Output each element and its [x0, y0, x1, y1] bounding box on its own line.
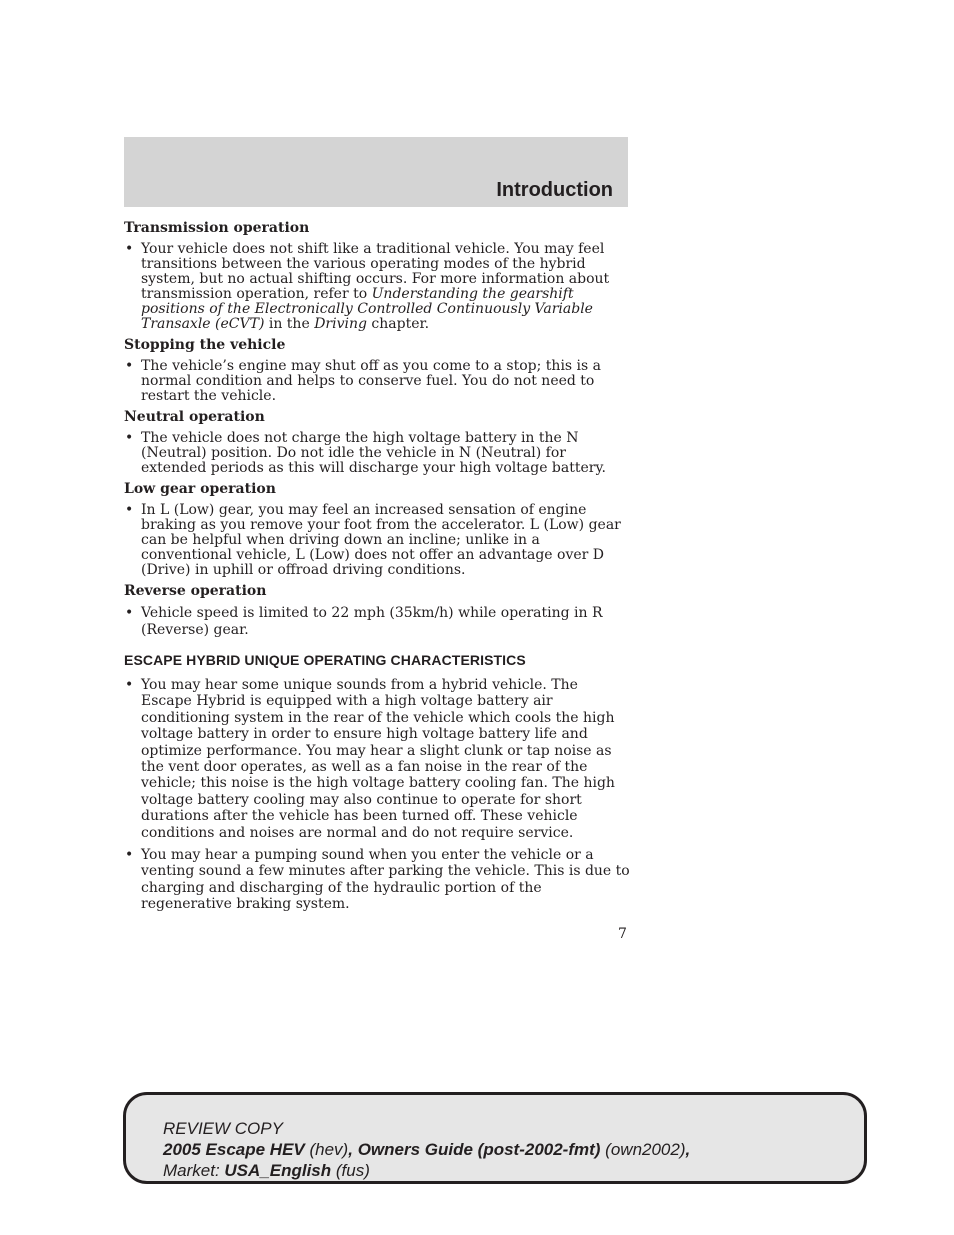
- reverse-text: Vehicle speed is limited to 22 mph (35km/h) while operating in R (Reverse) gear.: [141, 605, 603, 638]
- market-label: Market:: [163, 1161, 225, 1180]
- list-item: [124, 677, 630, 841]
- escape-hybrid-text-1: You may hear some unique sounds from a hybrid vehicle. The Escape Hybrid is equipped with a high voltage battery air conditioning system in the rear of the vehicle which cools the high voltage battery in order to ensure high voltage battery life and optimize performance. You may hear a slight clunk or tap noise as the vent door operates, as well as a fan noise in the rear of the vehicle; this noise is the high voltage battery cooling fan. The high voltage battery cooling may also continue to operate for short durations after the vehicle has been turned off. These vehicle conditions and noises are normal and do not require service.: [141, 677, 615, 841]
- transmission-text-1: Your vehicle does not shift like a traditional vehicle. You may feel transitions between the various operating modes of the hybrid system, but no actual shifting occurs. For more information about transmission operation, refer to: [141, 241, 610, 302]
- chapter-header-band: [124, 137, 628, 207]
- market-code: (fus): [331, 1161, 370, 1180]
- driving-chapter-reference: Driving: [314, 316, 367, 332]
- stopping-list: [124, 359, 630, 404]
- separator: ,: [348, 1140, 358, 1159]
- review-copy-label: REVIEW COPY: [163, 1119, 283, 1138]
- market-name: USA_English: [224, 1161, 332, 1180]
- transmission-text-2: in the: [264, 316, 315, 332]
- review-copy-text: [163, 1118, 690, 1181]
- neutral-list: [124, 431, 630, 476]
- review-copy-box: [123, 1092, 867, 1184]
- bullet-icon: •: [125, 358, 134, 374]
- transmission-text-3: chapter.: [366, 316, 430, 332]
- section-heading-neutral: Neutral operation: [124, 409, 265, 425]
- section-heading-escape-hybrid: ESCAPE HYBRID UNIQUE OPERATING CHARACTERISTICS: [124, 652, 526, 668]
- bullet-icon: •: [125, 430, 134, 446]
- section-heading-low-gear: Low gear operation: [124, 481, 276, 497]
- bullet-icon: •: [125, 605, 134, 621]
- bullet-icon: •: [125, 847, 134, 864]
- escape-hybrid-text-2: You may hear a pumping sound when you enter the vehicle or a venting sound a few minutes after parking the vehicle. This is due to charging and discharging of the hydraulic portion of the regenerative braking system.: [141, 847, 630, 913]
- chapter-title: Introduction: [496, 179, 613, 201]
- list-item: [124, 847, 630, 913]
- model-code: (hev): [304, 1140, 349, 1159]
- section-heading-transmission: Transmission operation: [124, 220, 310, 236]
- separator: ,: [685, 1140, 691, 1159]
- review-copy-market-line: [163, 1160, 690, 1181]
- list-item: [124, 605, 630, 639]
- stopping-text: The vehicle’s engine may shut off as you come to a stop; this is a normal condition and helps to conserve fuel. You do not need to restart the vehicle.: [141, 358, 602, 404]
- bullet-icon: •: [125, 677, 134, 693]
- reverse-list: [124, 605, 630, 639]
- section-heading-reverse: Reverse operation: [124, 583, 267, 599]
- page-number: 7: [618, 926, 627, 942]
- list-item: [124, 242, 630, 332]
- page-content: [124, 221, 630, 919]
- guide-name: Owners Guide (post-2002-fmt): [357, 1140, 601, 1159]
- model-name: 2005 Escape HEV: [163, 1140, 305, 1159]
- guide-code: (own2002): [600, 1140, 686, 1159]
- bullet-icon: •: [125, 502, 134, 518]
- transmission-list: [124, 242, 630, 332]
- low-gear-list: [124, 503, 630, 578]
- low-gear-text: In L (Low) gear, you may feel an increased sensation of engine braking as you remove your foot from the accelerator. L (Low) gear can be helpful when driving down an incline; unlike in a conventional vehicle, L (Low) does not offer an advantage over D (Drive) in uphill or offroad driving conditions.: [141, 502, 621, 578]
- bullet-icon: •: [125, 241, 134, 257]
- escape-hybrid-list: [124, 677, 630, 913]
- list-item: [124, 359, 630, 404]
- review-copy-model-line: [163, 1139, 690, 1160]
- list-item: [124, 503, 630, 578]
- section-heading-stopping: Stopping the vehicle: [124, 337, 286, 353]
- neutral-text: The vehicle does not charge the high voltage battery in the N (Neutral) position. Do not idle the vehicle in N (Neutral) for extended periods as this will discharge your high voltage battery.: [141, 430, 606, 476]
- list-item: [124, 431, 630, 476]
- gearshift-reference: Understanding the gearshift positions of the Electronically Controlled Continuously Variable Transaxle (eCVT): [141, 286, 593, 332]
